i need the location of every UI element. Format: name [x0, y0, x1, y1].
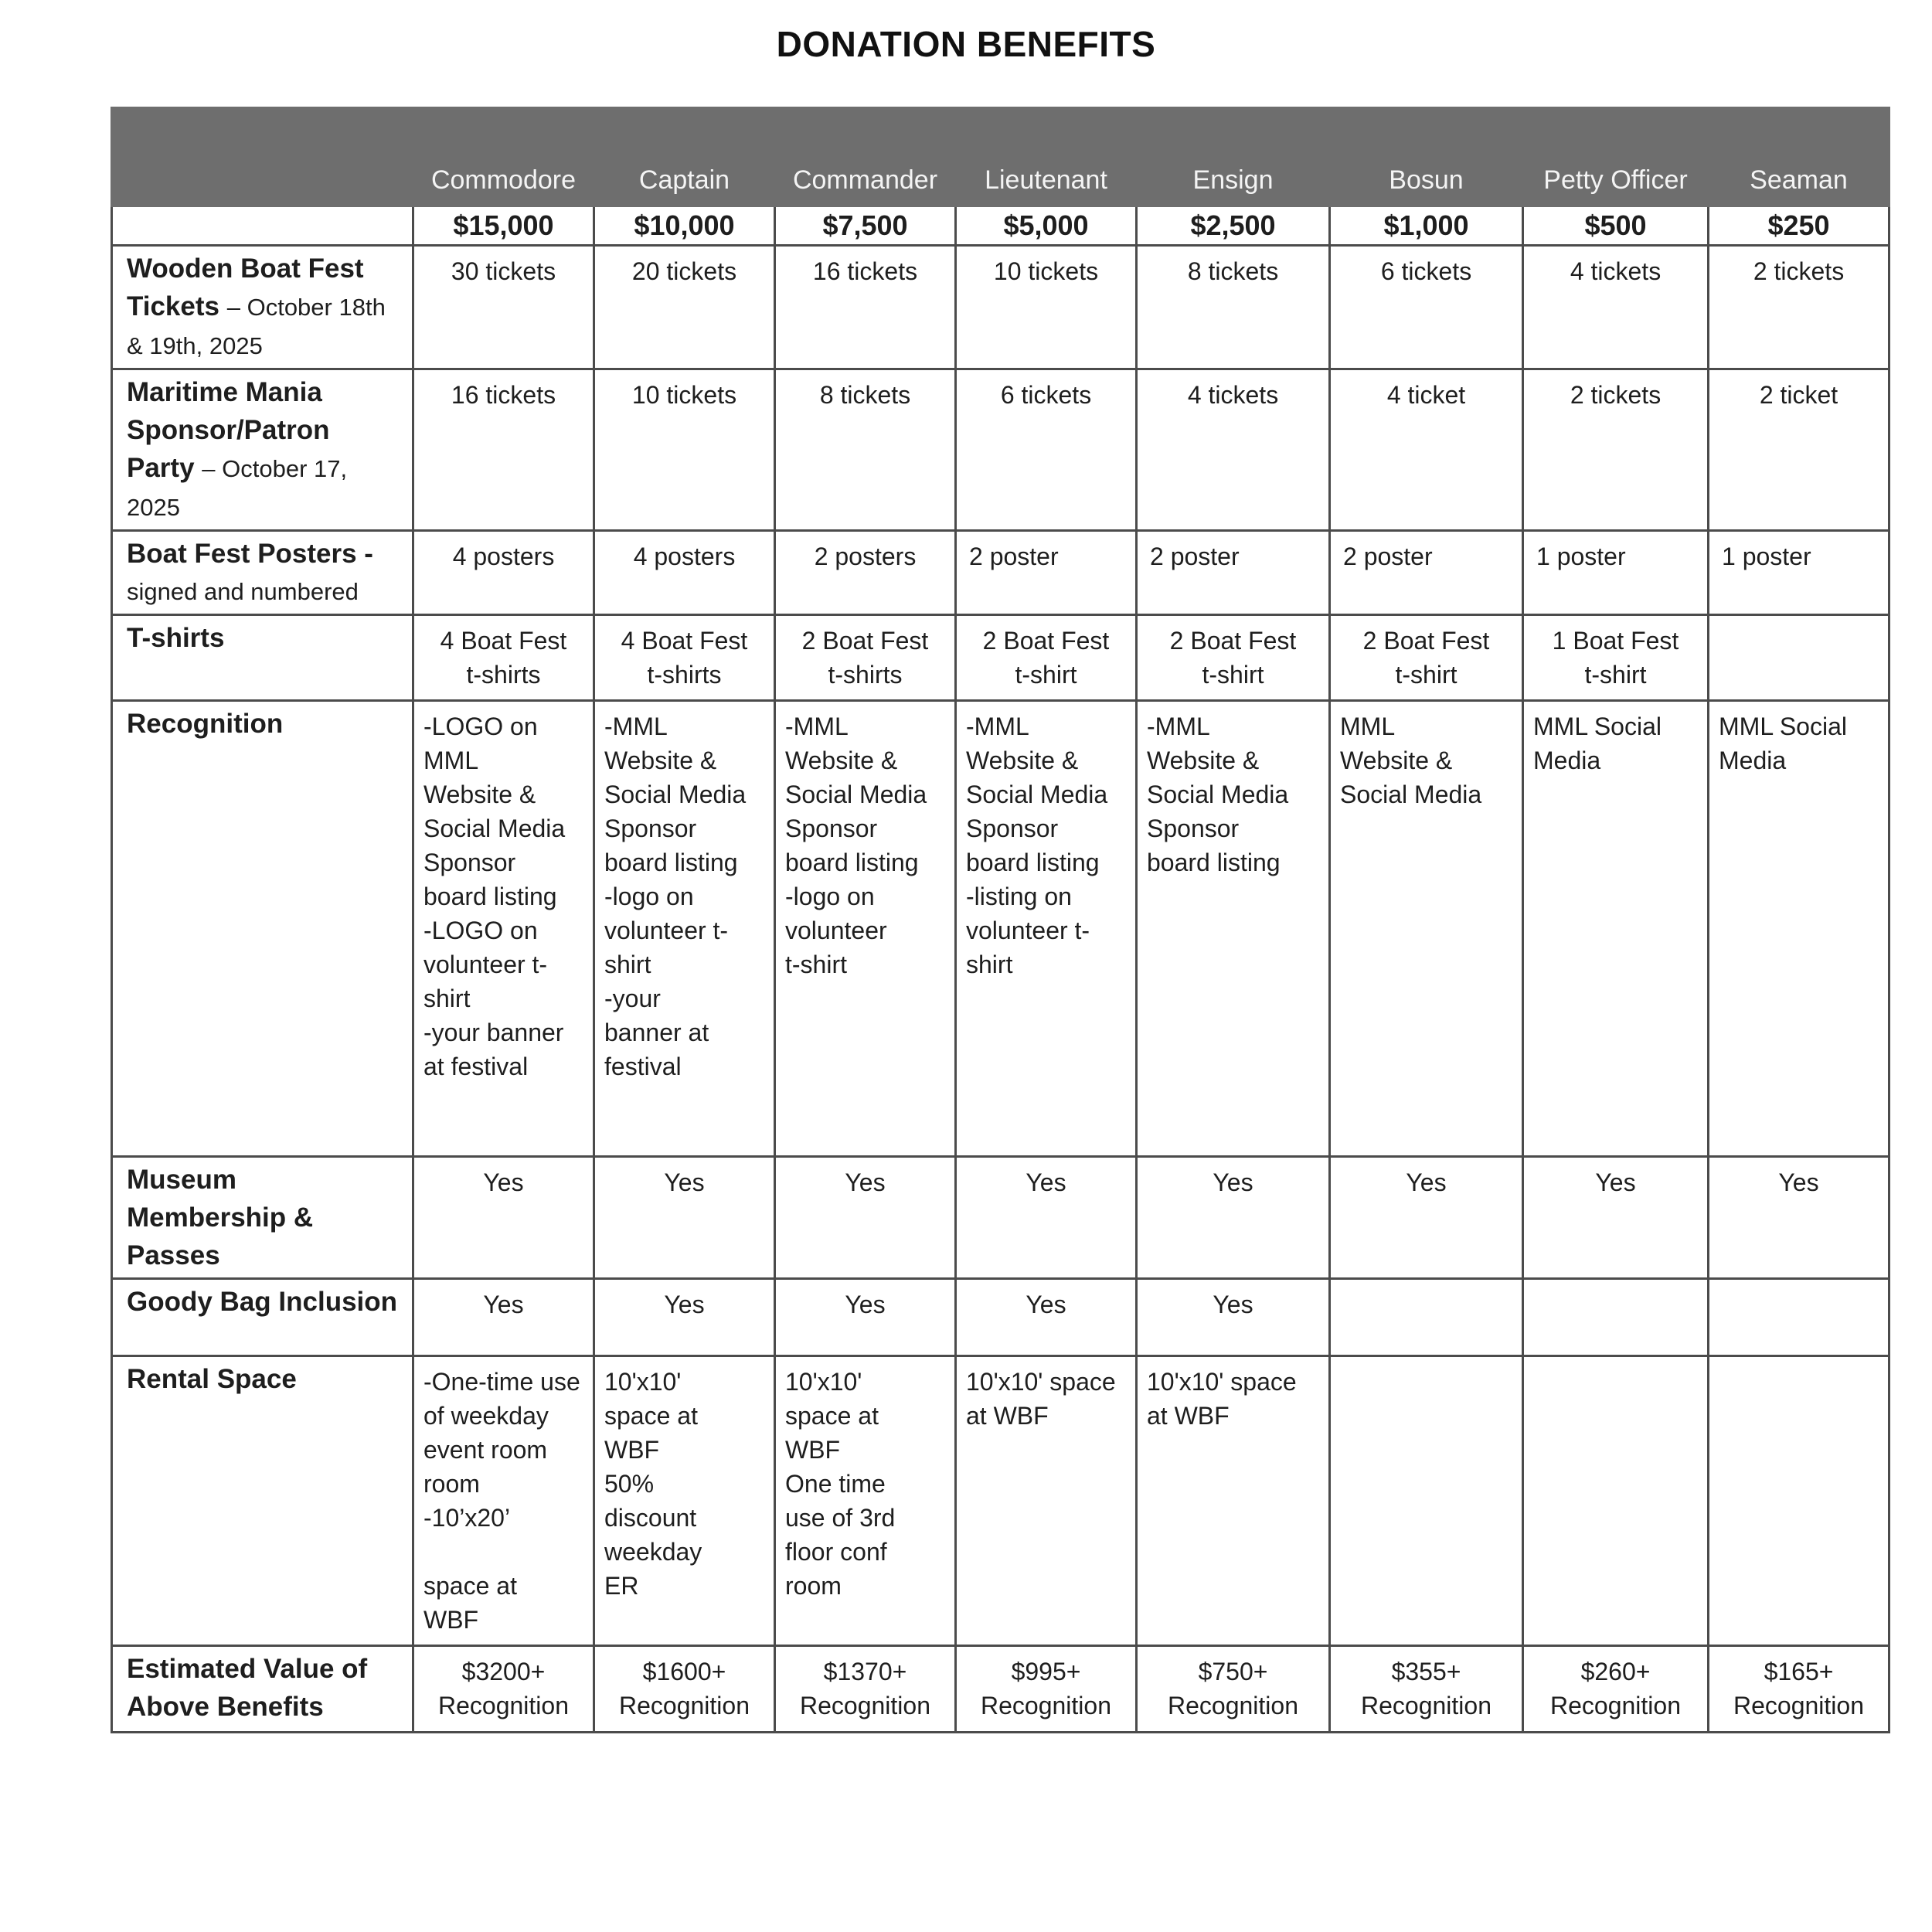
- cell: 20 tickets: [594, 246, 775, 369]
- cell-line: Sponsor: [785, 815, 878, 842]
- rank-header-bosun: Bosun: [1330, 108, 1523, 206]
- cell: 8 tickets: [1137, 246, 1330, 369]
- cell-line: space at: [604, 1402, 698, 1430]
- cell: [413, 615, 594, 701]
- price-captain: $10,000: [594, 206, 775, 246]
- cell-line: MML: [423, 747, 479, 774]
- cell-line: MML Social: [1719, 713, 1847, 740]
- row-goody-bag: [112, 1279, 1889, 1356]
- cell-line: Website &: [785, 747, 898, 774]
- cell: Yes: [1709, 1157, 1889, 1279]
- cell: 2 poster: [1137, 531, 1330, 615]
- rank-header-commander: Commander: [775, 108, 956, 206]
- cell: [1523, 615, 1709, 701]
- cell-line: $750+: [1198, 1658, 1268, 1685]
- cell: [594, 1356, 775, 1646]
- cell-line: board listing: [1147, 849, 1281, 876]
- cell-line: -listing on: [966, 883, 1072, 910]
- cell-line: event room: [423, 1436, 548, 1464]
- cell-line: weekday: [604, 1538, 702, 1566]
- cell-line: Sponsor: [1147, 815, 1240, 842]
- cell-line: use of 3rd: [785, 1504, 896, 1532]
- price-seaman: $250: [1709, 206, 1889, 246]
- cell-line: Recognition: [1733, 1692, 1864, 1719]
- rank-header-lieutenant: Lieutenant: [956, 108, 1137, 206]
- row-museum-membership: [112, 1157, 1889, 1279]
- cell-line: -logo on: [785, 883, 875, 910]
- cell-line: Media: [1719, 747, 1787, 774]
- header-corner-cell: [112, 108, 413, 206]
- cell-line: Sponsor: [423, 849, 516, 876]
- row-label: [112, 531, 413, 615]
- cell-line: Sponsor: [604, 815, 697, 842]
- cell: 10 tickets: [594, 369, 775, 531]
- cell-line: t-shirts: [466, 661, 541, 689]
- price-ensign: $2,500: [1137, 206, 1330, 246]
- cell-line: WBF: [423, 1606, 479, 1634]
- cell-line: $260+: [1580, 1658, 1651, 1685]
- rank-header-captain: Captain: [594, 108, 775, 206]
- cell: [1709, 615, 1889, 701]
- cell: [775, 701, 956, 1157]
- cell-line: One time: [785, 1470, 886, 1498]
- row-estimated-value: [112, 1646, 1889, 1733]
- row-label: Museum Membership & Passes: [112, 1157, 413, 1279]
- cell: 4 tickets: [1137, 369, 1330, 531]
- cell-line: t-shirt: [1202, 661, 1264, 689]
- cell: [1330, 701, 1523, 1157]
- cell-line: Website &: [1147, 747, 1260, 774]
- cell: [1137, 1646, 1330, 1733]
- row-recognition: [112, 701, 1889, 1157]
- cell-line: [423, 1535, 583, 1569]
- cell-line: 4 Boat Fest: [621, 627, 748, 655]
- cell: Yes: [1523, 1157, 1709, 1279]
- cell: Yes: [1330, 1157, 1523, 1279]
- cell: Yes: [775, 1157, 956, 1279]
- cell-line: Social Media: [966, 781, 1108, 808]
- cell-line: 4 Boat Fest: [440, 627, 567, 655]
- cell: [775, 1356, 956, 1646]
- cell-line: volunteer t-: [423, 951, 548, 978]
- cell-line: Sponsor: [966, 815, 1059, 842]
- cell-line: Social Media: [1340, 781, 1482, 808]
- row-label-main: Boat Fest Posters -: [127, 539, 373, 569]
- cell-line: 10'x10': [785, 1368, 862, 1396]
- cell: [775, 1646, 956, 1733]
- cell-line: 2 Boat Fest: [982, 627, 1110, 655]
- cell: [956, 1356, 1137, 1646]
- cell-line: Website &: [1340, 747, 1453, 774]
- cell: [594, 701, 775, 1157]
- cell-line: shirt: [604, 951, 651, 978]
- cell-line: at festival: [423, 1053, 529, 1080]
- row-maritime-mania-party: [112, 369, 1889, 531]
- cell-line: -MML: [785, 713, 849, 740]
- row-label-sub: signed and numbered: [127, 578, 359, 605]
- cell-line: -MML: [1147, 713, 1210, 740]
- price-commander: $7,500: [775, 206, 956, 246]
- cell: [1709, 1356, 1889, 1646]
- cell-line: t-shirts: [828, 661, 903, 689]
- row-boat-fest-posters: [112, 531, 1889, 615]
- cell: 4 ticket: [1330, 369, 1523, 531]
- cell-line: t-shirt: [1584, 661, 1647, 689]
- rank-header-petty-officer: Petty Officer: [1523, 108, 1709, 206]
- cell: 6 tickets: [1330, 246, 1523, 369]
- cell-line: t-shirt: [1395, 661, 1458, 689]
- cell: [594, 1646, 775, 1733]
- cell: 16 tickets: [413, 369, 594, 531]
- cell-line: room: [785, 1572, 842, 1600]
- cell-line: room: [423, 1470, 480, 1498]
- cell: 1 poster: [1709, 531, 1889, 615]
- cell-line: festival: [604, 1053, 682, 1080]
- cell: [1330, 1646, 1523, 1733]
- cell-line: -MML: [604, 713, 668, 740]
- price-lieutenant: $5,000: [956, 206, 1137, 246]
- cell-line: Social Media: [1147, 781, 1289, 808]
- cell: 30 tickets: [413, 246, 594, 369]
- cell-line: shirt: [966, 951, 1013, 978]
- cell: 4 posters: [413, 531, 594, 615]
- cell-line: Social Media: [785, 781, 927, 808]
- cell-line: -LOGO on: [423, 713, 538, 740]
- price-petty-officer: $500: [1523, 206, 1709, 246]
- row-t-shirts: [112, 615, 1889, 701]
- row-label-sub: – October 18th & 19th, 2025: [127, 294, 386, 359]
- cell: Yes: [956, 1157, 1137, 1279]
- cell: [1523, 701, 1709, 1157]
- cell: 4 tickets: [1523, 246, 1709, 369]
- cell: [1523, 1646, 1709, 1733]
- cell-line: $995+: [1011, 1658, 1081, 1685]
- cell: 2 poster: [1330, 531, 1523, 615]
- cell: [956, 615, 1137, 701]
- cell-line: Website &: [604, 747, 717, 774]
- row-label-sub: – October 17, 2025: [127, 455, 348, 521]
- page-title: DONATION BENEFITS: [776, 24, 1156, 64]
- rank-header-seaman: Seaman: [1709, 108, 1889, 206]
- cell: [775, 615, 956, 701]
- cell: [1523, 1279, 1709, 1356]
- cell: [1137, 701, 1330, 1157]
- cell-line: volunteer t-: [966, 917, 1090, 944]
- cell-line: board listing: [785, 849, 919, 876]
- rank-header-row: [112, 108, 1889, 206]
- cell-line: 10'x10': [604, 1368, 682, 1396]
- row-label-main: Wooden Boat Fest Tickets: [127, 253, 364, 321]
- cell-line: volunteer t-: [604, 917, 729, 944]
- cell-line: -MML: [966, 713, 1029, 740]
- cell: 1 poster: [1523, 531, 1709, 615]
- cell-line: at WBF: [1147, 1402, 1230, 1430]
- cell-line: $355+: [1391, 1658, 1461, 1685]
- cell-line: t-shirt: [785, 951, 847, 978]
- cell: Yes: [1137, 1279, 1330, 1356]
- cell: [1709, 1279, 1889, 1356]
- cell-line: space at: [785, 1402, 879, 1430]
- cell-line: MML: [1340, 713, 1396, 740]
- cell-line: -your banner: [423, 1019, 564, 1046]
- cell: 2 posters: [775, 531, 956, 615]
- cell-line: Recognition: [619, 1692, 750, 1719]
- cell-line: banner at: [604, 1019, 709, 1046]
- row-label: [112, 246, 413, 369]
- cell: [1330, 1279, 1523, 1356]
- cell-line: 1 Boat Fest: [1552, 627, 1679, 655]
- cell-line: shirt: [423, 985, 471, 1012]
- cell-line: Social Media: [423, 815, 566, 842]
- cell-line: -LOGO on: [423, 917, 538, 944]
- cell-line: 2 Boat Fest: [1362, 627, 1490, 655]
- cell-line: board listing: [966, 849, 1100, 876]
- cell-line: Website &: [966, 747, 1079, 774]
- price-commodore: $15,000: [413, 206, 594, 246]
- cell: 8 tickets: [775, 369, 956, 531]
- cell: [413, 1646, 594, 1733]
- cell-line: ER: [604, 1572, 639, 1600]
- row-boat-fest-tickets: [112, 246, 1889, 369]
- cell: 16 tickets: [775, 246, 956, 369]
- cell: Yes: [413, 1279, 594, 1356]
- row-label: Estimated Value of Above Benefits: [112, 1646, 413, 1733]
- cell: Yes: [594, 1157, 775, 1279]
- donation-benefits-table: [111, 107, 1890, 1733]
- cell: [1137, 615, 1330, 701]
- cell: [1709, 1646, 1889, 1733]
- cell-line: WBF: [785, 1436, 841, 1464]
- cell-line: t-shirt: [1015, 661, 1077, 689]
- cell-line: Recognition: [981, 1692, 1111, 1719]
- price-bosun: $1,000: [1330, 206, 1523, 246]
- row-label-main: Maritime Mania Sponsor/Patron Party: [127, 377, 330, 483]
- cell: 2 poster: [956, 531, 1137, 615]
- row-label: T-shirts: [112, 615, 413, 701]
- cell: [1137, 1356, 1330, 1646]
- cell-line: volunteer: [785, 917, 887, 944]
- cell-line: $1370+: [823, 1658, 907, 1685]
- cell: 6 tickets: [956, 369, 1137, 531]
- cell: [594, 615, 775, 701]
- cell-line: discount: [604, 1504, 697, 1532]
- cell: [956, 701, 1137, 1157]
- cell: 4 posters: [594, 531, 775, 615]
- cell-line: -10’x20’: [423, 1504, 511, 1532]
- cell-line: board listing: [604, 849, 738, 876]
- cell-line: Recognition: [1168, 1692, 1298, 1719]
- cell-line: -One-time use: [423, 1368, 580, 1396]
- cell: [956, 1646, 1137, 1733]
- row-label: [112, 369, 413, 531]
- cell-line: MML Social: [1533, 713, 1662, 740]
- row-label: Recognition: [112, 701, 413, 1157]
- cell-line: 10'x10' space: [1147, 1368, 1297, 1396]
- cell: 2 tickets: [1523, 369, 1709, 531]
- cell-line: $165+: [1764, 1658, 1834, 1685]
- cell-line: Recognition: [1361, 1692, 1492, 1719]
- cell: Yes: [413, 1157, 594, 1279]
- cell-line: -your: [604, 985, 661, 1012]
- cell-line: $1600+: [642, 1658, 726, 1685]
- cell-line: board listing: [423, 883, 557, 910]
- cell-line: at WBF: [966, 1402, 1049, 1430]
- cell: Yes: [1137, 1157, 1330, 1279]
- rank-header-commodore: Commodore: [413, 108, 594, 206]
- cell-line: $3200+: [461, 1658, 546, 1685]
- row-label: Goody Bag Inclusion: [112, 1279, 413, 1356]
- cell: Yes: [775, 1279, 956, 1356]
- cell-line: Media: [1533, 747, 1601, 774]
- cell-line: 10'x10' space: [966, 1368, 1116, 1396]
- cell-line: of weekday: [423, 1402, 549, 1430]
- cell-line: 2 Boat Fest: [801, 627, 929, 655]
- row-label: Rental Space: [112, 1356, 413, 1646]
- rank-header-ensign: Ensign: [1137, 108, 1330, 206]
- cell-line: Website &: [423, 781, 536, 808]
- price-row-label: [112, 206, 413, 246]
- cell: 2 tickets: [1709, 246, 1889, 369]
- cell-line: space at: [423, 1572, 517, 1600]
- cell: Yes: [956, 1279, 1137, 1356]
- cell: 10 tickets: [956, 246, 1137, 369]
- row-rental-space: [112, 1356, 1889, 1646]
- cell-line: Recognition: [438, 1692, 569, 1719]
- cell-line: Social Media: [604, 781, 747, 808]
- cell-line: -logo on: [604, 883, 694, 910]
- cell: [1523, 1356, 1709, 1646]
- cell-line: 2 Boat Fest: [1169, 627, 1297, 655]
- cell: [1330, 1356, 1523, 1646]
- cell: [413, 701, 594, 1157]
- cell: [1709, 701, 1889, 1157]
- cell-line: floor conf: [785, 1538, 887, 1566]
- cell: [1330, 615, 1523, 701]
- price-row: [112, 206, 1889, 246]
- cell-line: WBF: [604, 1436, 660, 1464]
- cell: 2 ticket: [1709, 369, 1889, 531]
- cell-line: Recognition: [1550, 1692, 1681, 1719]
- cell: Yes: [594, 1279, 775, 1356]
- cell-line: Recognition: [800, 1692, 930, 1719]
- cell-line: t-shirts: [647, 661, 722, 689]
- cell-line: 50%: [604, 1470, 655, 1498]
- cell: [413, 1356, 594, 1646]
